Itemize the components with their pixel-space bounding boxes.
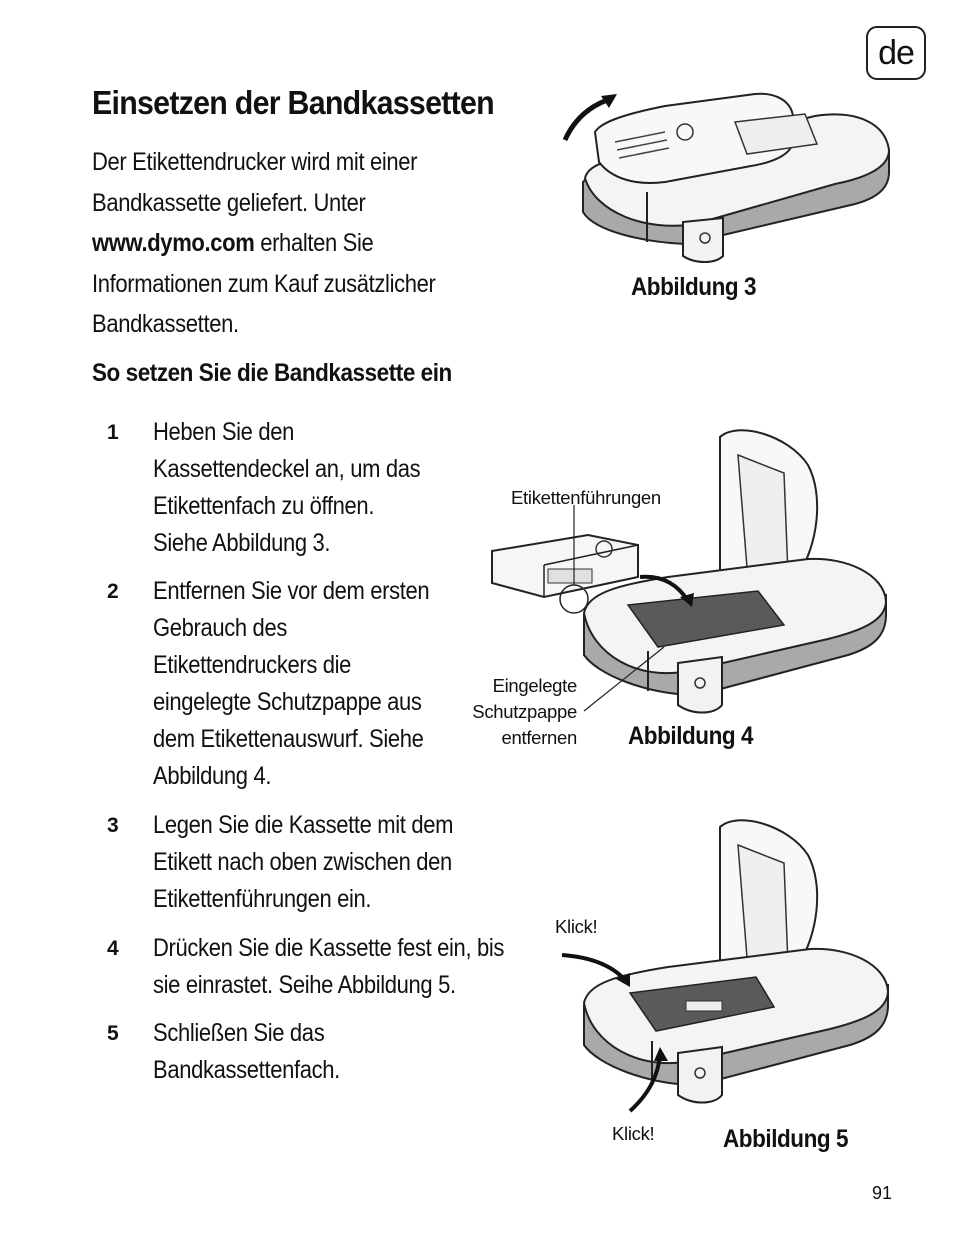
callout-line: Schutzpappe xyxy=(472,701,577,722)
step-3-text xyxy=(153,807,453,918)
figure-5-click-top: Klick! xyxy=(555,916,598,937)
section-subtitle: So setzen Sie die Bandkassette ein xyxy=(92,359,452,387)
step-line: sie einrastet. Seihe Abbildung 5. xyxy=(153,971,456,999)
figure-5-click-bottom: Klick! xyxy=(612,1123,655,1144)
step-line: Siehe Abbildung 3. xyxy=(153,529,331,557)
step-1-number: 1 xyxy=(107,421,119,444)
figure-5-caption: Abbildung 5 xyxy=(723,1125,849,1153)
intro-text-2: erhalten Sie Informationen zum Kauf zusätzlicher Bandkassetten. xyxy=(92,229,436,338)
figure-4-label-guides: Etikettenführungen xyxy=(511,487,661,508)
step-2-text xyxy=(153,573,429,795)
dymo-link[interactable]: www.dymo.com xyxy=(92,229,255,257)
figure-5-illustration xyxy=(560,815,890,1115)
page-number: 91 xyxy=(872,1183,893,1203)
step-3-number: 3 xyxy=(107,814,119,837)
step-line: Etikett nach oben zwischen den xyxy=(153,848,452,876)
intro-text-1: Der Etikettendrucker wird mit einer Bandkassette geliefert. Unter xyxy=(92,148,418,217)
step-line: Drücken Sie die Kassette fest ein, bis xyxy=(153,934,505,962)
step-4-text xyxy=(153,930,504,1004)
figure-3-illustration xyxy=(555,92,895,272)
step-line: eingelegte Schutzpappe aus xyxy=(153,688,422,716)
figure-4-label-cardboard xyxy=(440,673,577,751)
figure-3-caption: Abbildung 3 xyxy=(631,273,757,301)
page-title: Einsetzen der Bandkassetten xyxy=(92,84,494,121)
step-4-number: 4 xyxy=(107,937,119,960)
callout-line: entfernen xyxy=(501,727,577,748)
step-line: Legen Sie die Kassette mit dem xyxy=(153,811,454,839)
step-line: Heben Sie den xyxy=(153,418,294,446)
step-line: Schließen Sie das xyxy=(153,1019,325,1047)
language-badge: de xyxy=(866,26,926,80)
step-line: Entfernen Sie vor dem ersten xyxy=(153,577,430,605)
step-2-number: 2 xyxy=(107,580,119,603)
step-1-text xyxy=(153,414,420,562)
callout-line: Eingelegte xyxy=(492,675,577,696)
step-5-text xyxy=(153,1015,340,1089)
step-line: Etikettendruckers die xyxy=(153,651,352,679)
step-line: dem Etikettenauswurf. Siehe xyxy=(153,725,424,753)
step-line: Gebrauch des xyxy=(153,614,287,642)
figure-4-caption: Abbildung 4 xyxy=(628,722,754,750)
step-line: Etikettenfach zu öffnen. xyxy=(153,492,375,520)
step-line: Bandkassettenfach. xyxy=(153,1056,340,1084)
step-line: Abbildung 4. xyxy=(153,762,272,790)
step-line: Kassettendeckel an, um das xyxy=(153,455,421,483)
step-line: Etikettenführungen ein. xyxy=(153,885,372,913)
step-5-number: 5 xyxy=(107,1022,119,1045)
intro-paragraph xyxy=(92,142,462,345)
